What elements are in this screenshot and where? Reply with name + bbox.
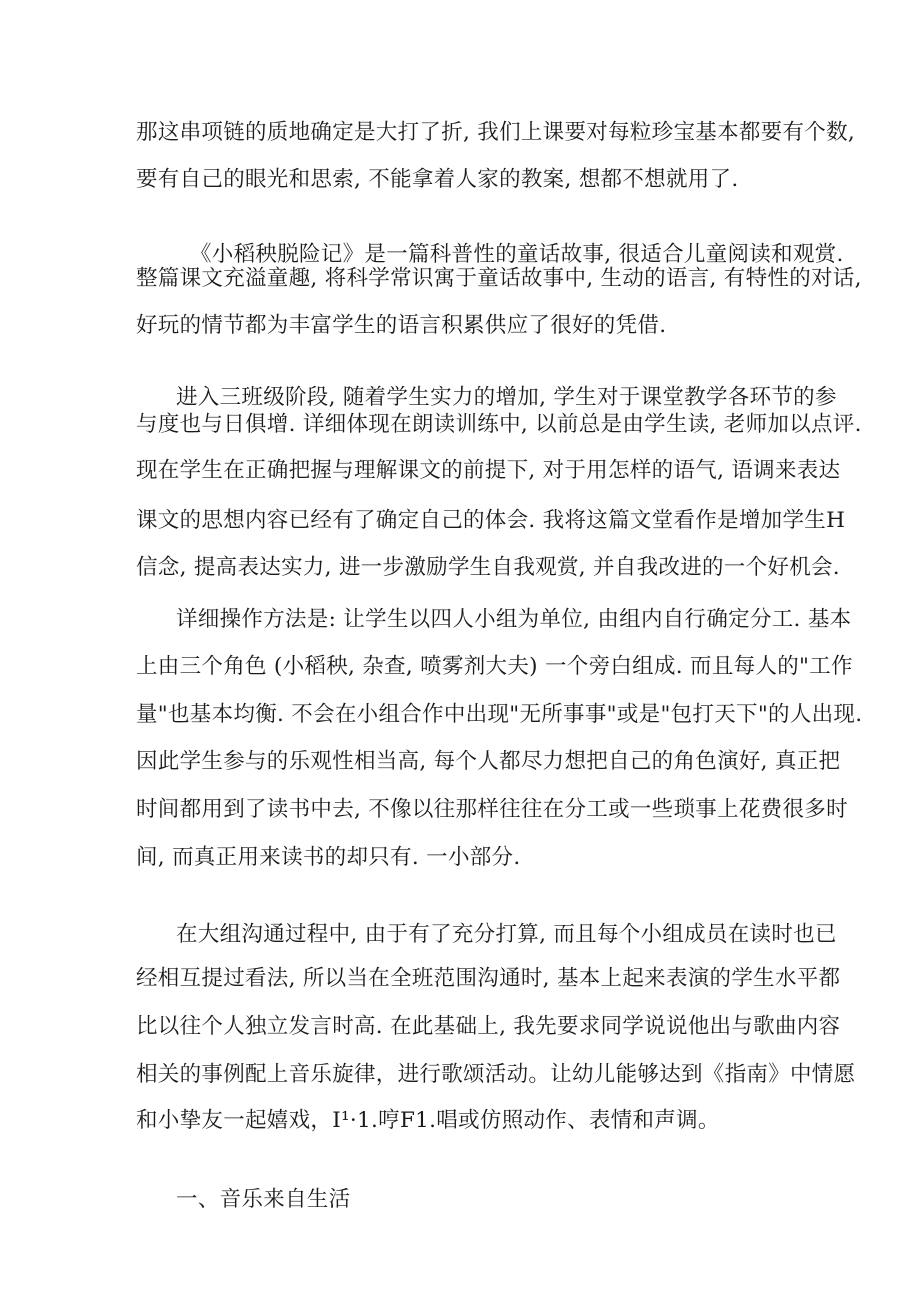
text-line: 现在学生在正确把握与理解课文的前提下, 对于用怎样的语气, 语调来表达 (136, 458, 841, 483)
section-heading: 一、音乐来自生活 (176, 1187, 351, 1212)
text-line: 那这串项链的质地确定是大打了折, 我们上课要对每粒珍宝基本都要有个数, (136, 120, 856, 145)
text-line: 好玩的情节都为丰富学生的语言积累供应了很好的凭借. (136, 313, 667, 338)
paragraph-start: 进入三班级阶段, 随着学生实力的增加, 学生对于课堂教学各环节的参 (176, 385, 837, 410)
text-line: 时间都用到了读书中去, 不像以往那样往往在分工或一些琐事上花费很多时 (136, 797, 848, 822)
text-line: 和小挚友一起嬉戏，I¹·1.哼F1.唱或仿照动作、表情和声调。 (136, 1108, 720, 1133)
text-line: 经相互提过看法, 所以当在全班范围沟通时, 基本上起来表演的学生水平都 (136, 966, 841, 991)
paragraph-start: 详细操作方法是: 让学生以四人小组为单位, 由组内自行确定分工. 基本 (176, 607, 852, 632)
paragraph-start: 在大组沟通过程中, 由于有了充分打算, 而且每个小组成员在读时也已 (176, 922, 837, 947)
text-line: 相关的事例配上音乐旋律，进行歌颂活动。让幼儿能够达到《指南》中情愿 (136, 1062, 856, 1087)
text-line: 因此学生参与的乐观性相当高, 每个人都尽力想把自己的角色演好, 真正把 (136, 749, 841, 774)
text-line: 与度也与日俱增. 详细体现在朗读训练中, 以前总是由学生读, 老师加以点评. (136, 412, 862, 437)
text-line: 量"也基本均衡. 不会在小组合作中出现"无所事事"或是"包打天下"的人出现. (136, 702, 863, 727)
text-line: 比以往个人独立发言时高. 在此基础上, 我先要求同学说说他出与歌曲内容 (136, 1014, 841, 1039)
text-line: 课文的思想内容已经有了确定自己的体会. 我将这篇文堂看作是增加学生H (136, 508, 846, 533)
text-line: 信念, 提高表达实力, 进一步激励学生自我观赏, 并自我改进的一个好机会. (136, 555, 840, 580)
text-line: 间, 而真正用来读书的却只有. 一小部分. (136, 845, 521, 870)
text-line: 上由三个角色 (小稻秧, 杂查, 喷雾剂大夫) 一个旁白组成. 而且每人的"工作 (136, 654, 853, 679)
paragraph-start: 《小稻秧脱险记》是一篇科普性的童话故事, 很适合儿童阅读和观赏. (190, 242, 844, 267)
text-line: 要有自己的眼光和思索, 不能拿着人家的教案, 想都不想就用了. (136, 167, 739, 192)
text-line: 整篇课文充溢童趣, 将科学常识寓于童话故事中, 生动的语言, 有特性的对话, (136, 266, 862, 291)
